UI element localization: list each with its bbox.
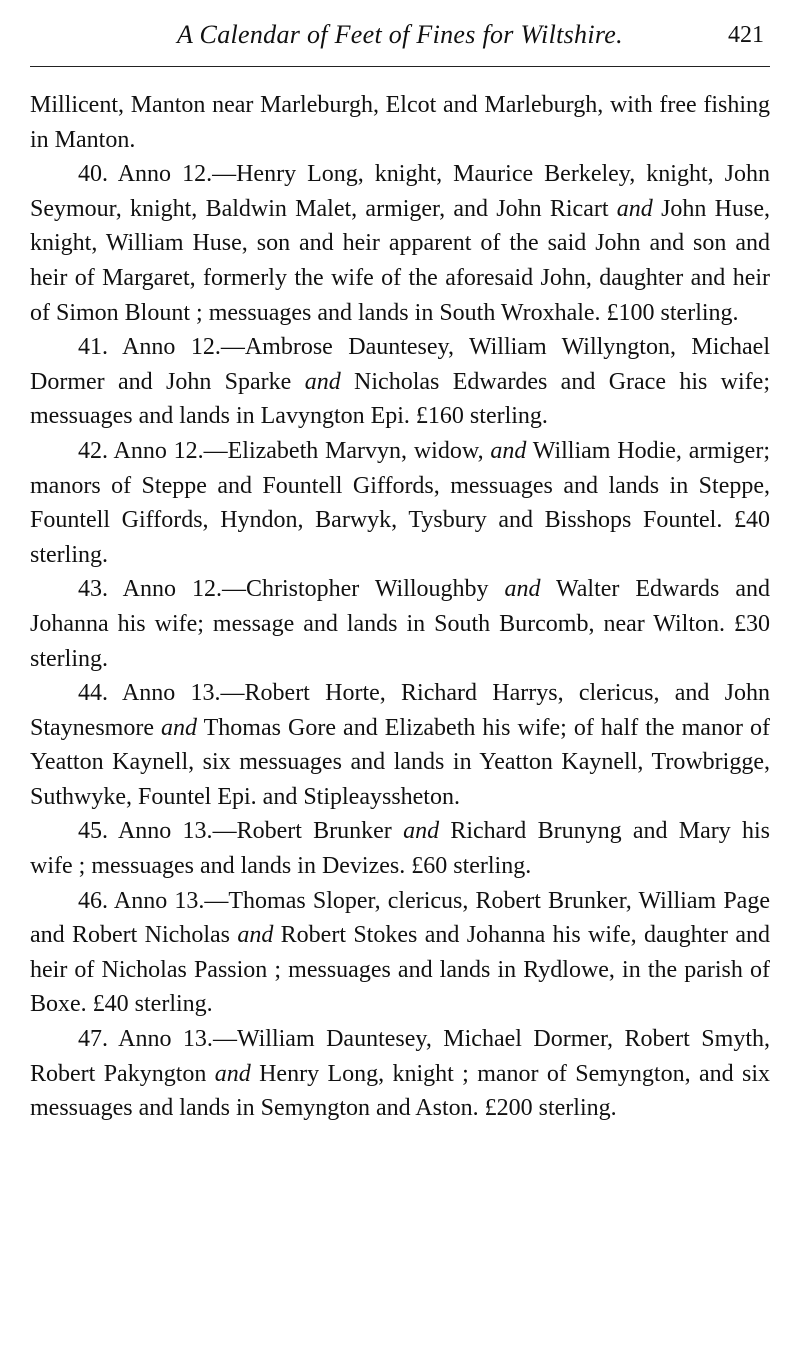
and-word: and — [237, 922, 274, 949]
entry-41 — [30, 330, 770, 434]
entry-47 — [30, 1022, 770, 1126]
entry-anno: Anno 12. — [122, 334, 221, 361]
and-word: and — [214, 1060, 251, 1087]
body-text — [30, 88, 770, 1126]
entry-text-before: —William Dauntesey, Michael Dormer, Robert Smyth, Robert Pakyngton — [30, 1026, 770, 1087]
page-number: 421 — [728, 22, 764, 48]
entry-anno: Anno 13. — [117, 818, 213, 845]
running-title: A Calendar of Feet of Fines for Wiltshire. — [177, 20, 623, 49]
entry-text-after: Nicholas Edwardes and Grace his wife; messuages and lands in Lavyngton Epi. £160 sterling. — [30, 368, 770, 430]
entry-text-before: —Ambrose Dauntesey, William Willyngton, Michael Dormer and John Sparke — [30, 334, 770, 395]
entry-44 — [30, 676, 770, 814]
running-header — [30, 14, 770, 58]
entry-text-before: —Robert Horte, Richard Harrys, clericus, and John Staynesmore — [30, 680, 770, 741]
entry-number: 46. — [78, 887, 108, 914]
entry-anno: Anno 13. — [118, 1026, 213, 1053]
entry-number: 40. — [78, 161, 108, 188]
entry-text-after: Henry Long, knight ; manor of Semyngton, and six messuages and lands in Semyngton and Aston. £200 sterling. — [30, 1060, 770, 1122]
entry-anno: Anno 13. — [113, 887, 205, 914]
and-word: and — [304, 368, 341, 395]
entry-40 — [30, 157, 770, 330]
entry-43 — [30, 572, 770, 676]
entry-42 — [30, 434, 770, 572]
entry-anno: Anno 12. — [113, 437, 204, 464]
entry-text-before: —Robert Brunker — [212, 818, 404, 845]
entry-number: 42. — [78, 437, 108, 464]
entry-anno: Anno 12. — [117, 161, 213, 188]
and-word: and — [490, 437, 527, 464]
and-word: and — [403, 818, 440, 845]
entry-46 — [30, 884, 770, 1022]
entry-text-after: Richard Brunyng and Mary his wife ; messuages and lands in Devizes. £60 sterling. — [30, 818, 770, 880]
entry-text-after: Thomas Gore and Elizabeth his wife; of half the manor of Yeatton Kaynell, six messuages and lands in Yeatton Kaynell, Trowbrigge, Suthwyke, Fountel Epi. and Stipleayssheton. — [30, 714, 770, 810]
entry-text-after: William Hodie, armiger; manors of Steppe and Fountell Giffords, messuages and lands in Steppe, Fountell Giffords, Hyndon, Barwyk, Tysbury and Bisshops Fountel. £40 sterling. — [30, 437, 770, 568]
and-word: and — [504, 576, 541, 603]
entry-text: Millicent, Manton near Marleburgh, Elcot and Marleburgh, with free fishing in Manton. — [30, 92, 770, 153]
document-page — [30, 14, 770, 1122]
entry-text-before: —Thomas Sloper, clericus, Robert Brunker, William Page and Robert Nicholas — [30, 887, 770, 949]
entry-text-before: —Elizabeth Marvyn, widow, — [203, 437, 491, 464]
entry-text-after: John Huse, knight, William Huse, son and heir apparent of the said John and son and heir of Margaret, formerly the wife of the aforesaid John, daughter and heir of Simon Blount ; messuages and lands in South Wroxhale. £100 sterling. — [30, 195, 770, 326]
entry-number: 44. — [78, 680, 108, 707]
entry-anno: Anno 13. — [121, 680, 221, 707]
entry-45 — [30, 814, 770, 883]
entry-continuation — [30, 88, 770, 157]
entry-text-before: —Christopher Willoughby — [221, 576, 505, 603]
header-rule — [30, 66, 770, 67]
entry-text-before: —Henry Long, knight, Maurice Berkeley, knight, John Seymour, knight, Baldwin Malet, armiger, and John Ricart — [30, 161, 770, 222]
and-word: and — [616, 195, 653, 222]
entry-text-after: Robert Stokes and Johanna his wife, daughter and heir of Nicholas Passion ; messuages and lands in Rydlowe, in the parish of Boxe. £40 sterling. — [30, 922, 770, 1018]
entry-anno: Anno 12. — [122, 576, 222, 603]
entry-number: 41. — [78, 334, 108, 361]
entry-number: 45. — [78, 818, 108, 845]
entry-number: 47. — [78, 1026, 108, 1053]
entry-number: 43. — [78, 576, 108, 603]
entry-text-after: Walter Edwards and Johanna his wife; message and lands in South Burcomb, near Wilton. £30 sterling. — [30, 576, 770, 672]
and-word: and — [161, 714, 198, 741]
